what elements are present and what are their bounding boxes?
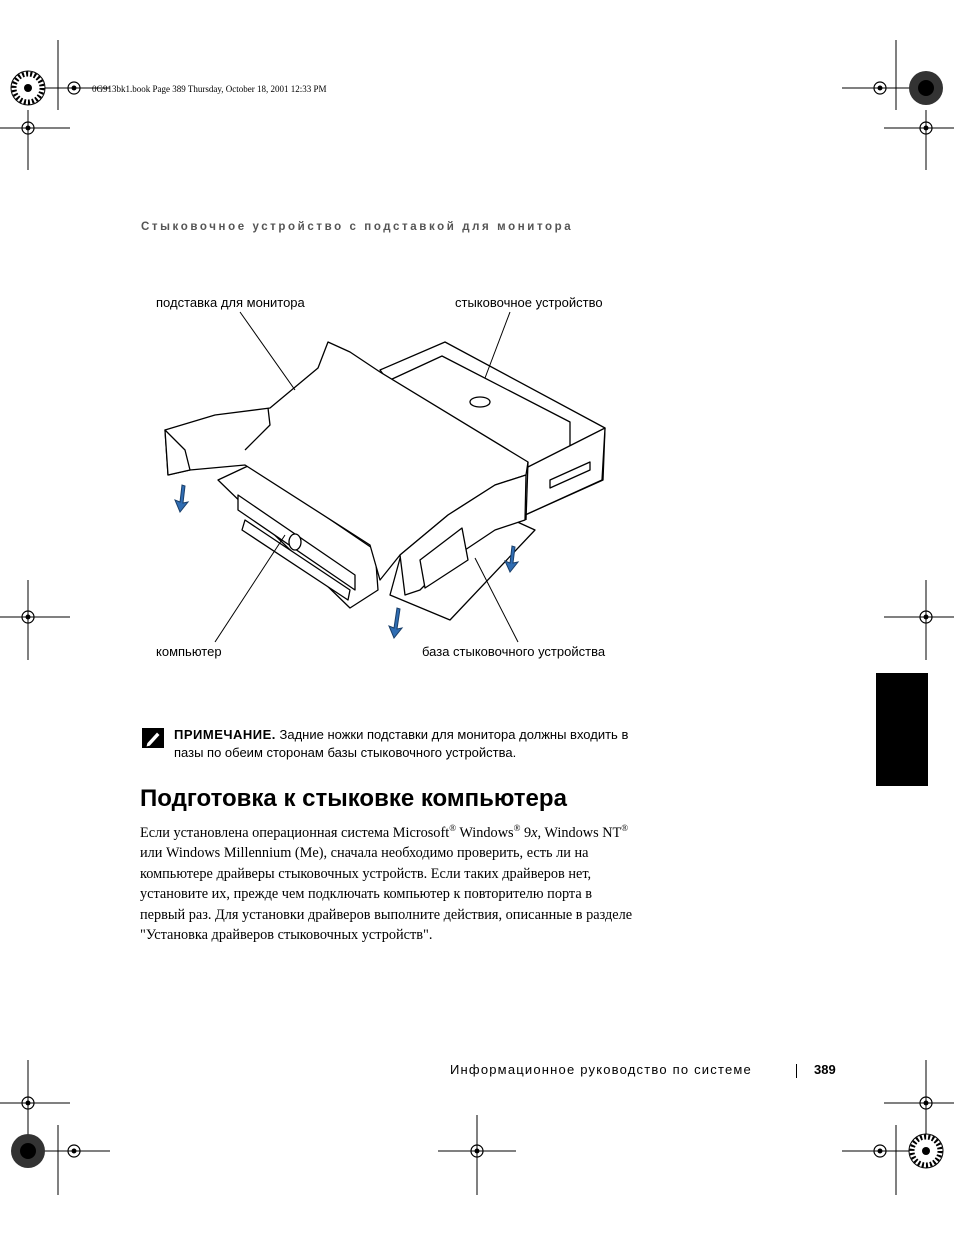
para-text: Если установлена операционная система Microsoft bbox=[140, 825, 450, 841]
callout-dock-base: база стыковочного устройства bbox=[422, 644, 606, 659]
para-text: или Windows Millennium (Me), сначала необходимо проверить, есть ли на компьютере драйверы стыковочных устройств. Если таких драйверов нет, установите их, прежде чем подключать компьютер к повторителю порта в первый раз. Для установки драйверов выполните действия, описанные в разделе "Установка драйверов стыковочных устройств". bbox=[140, 845, 633, 944]
docking-device-illustration bbox=[150, 290, 630, 660]
note-text: Задние ножки подставки для монитора должны входить в пазы по обеим сторонам базы стыковочного устройства. bbox=[174, 727, 629, 760]
running-head: Стыковочное устройство с подставкой для монитора bbox=[141, 221, 574, 233]
footer-title: Информационное руководство по системе bbox=[450, 1062, 752, 1077]
registered-mark: ® bbox=[513, 823, 521, 833]
note-label: ПРИМЕЧАНИЕ. bbox=[174, 727, 276, 742]
para-text: , Windows NT bbox=[537, 825, 622, 841]
registered-mark: ® bbox=[621, 823, 629, 833]
footer-separator bbox=[796, 1064, 797, 1078]
para-text: Windows bbox=[456, 825, 514, 841]
page-number: 389 bbox=[814, 1062, 836, 1077]
note-pencil-icon bbox=[141, 727, 165, 749]
chapter-side-tab bbox=[876, 673, 928, 786]
note-block bbox=[174, 726, 644, 762]
para-italic: x bbox=[531, 825, 538, 841]
section-paragraph bbox=[140, 823, 640, 945]
registered-mark: ® bbox=[449, 823, 457, 833]
section-heading: Подготовка к стыковке компьютера bbox=[140, 785, 567, 812]
para-text: 9 bbox=[520, 825, 532, 841]
callout-docking-device: стыковочное устройство bbox=[455, 295, 603, 310]
print-slug: 0G913bk1.book Page 389 Thursday, October 18, 2001 12:33 PM bbox=[92, 84, 327, 94]
callout-computer: компьютер bbox=[156, 644, 222, 659]
callout-monitor-stand: подставка для монитора bbox=[156, 295, 305, 310]
